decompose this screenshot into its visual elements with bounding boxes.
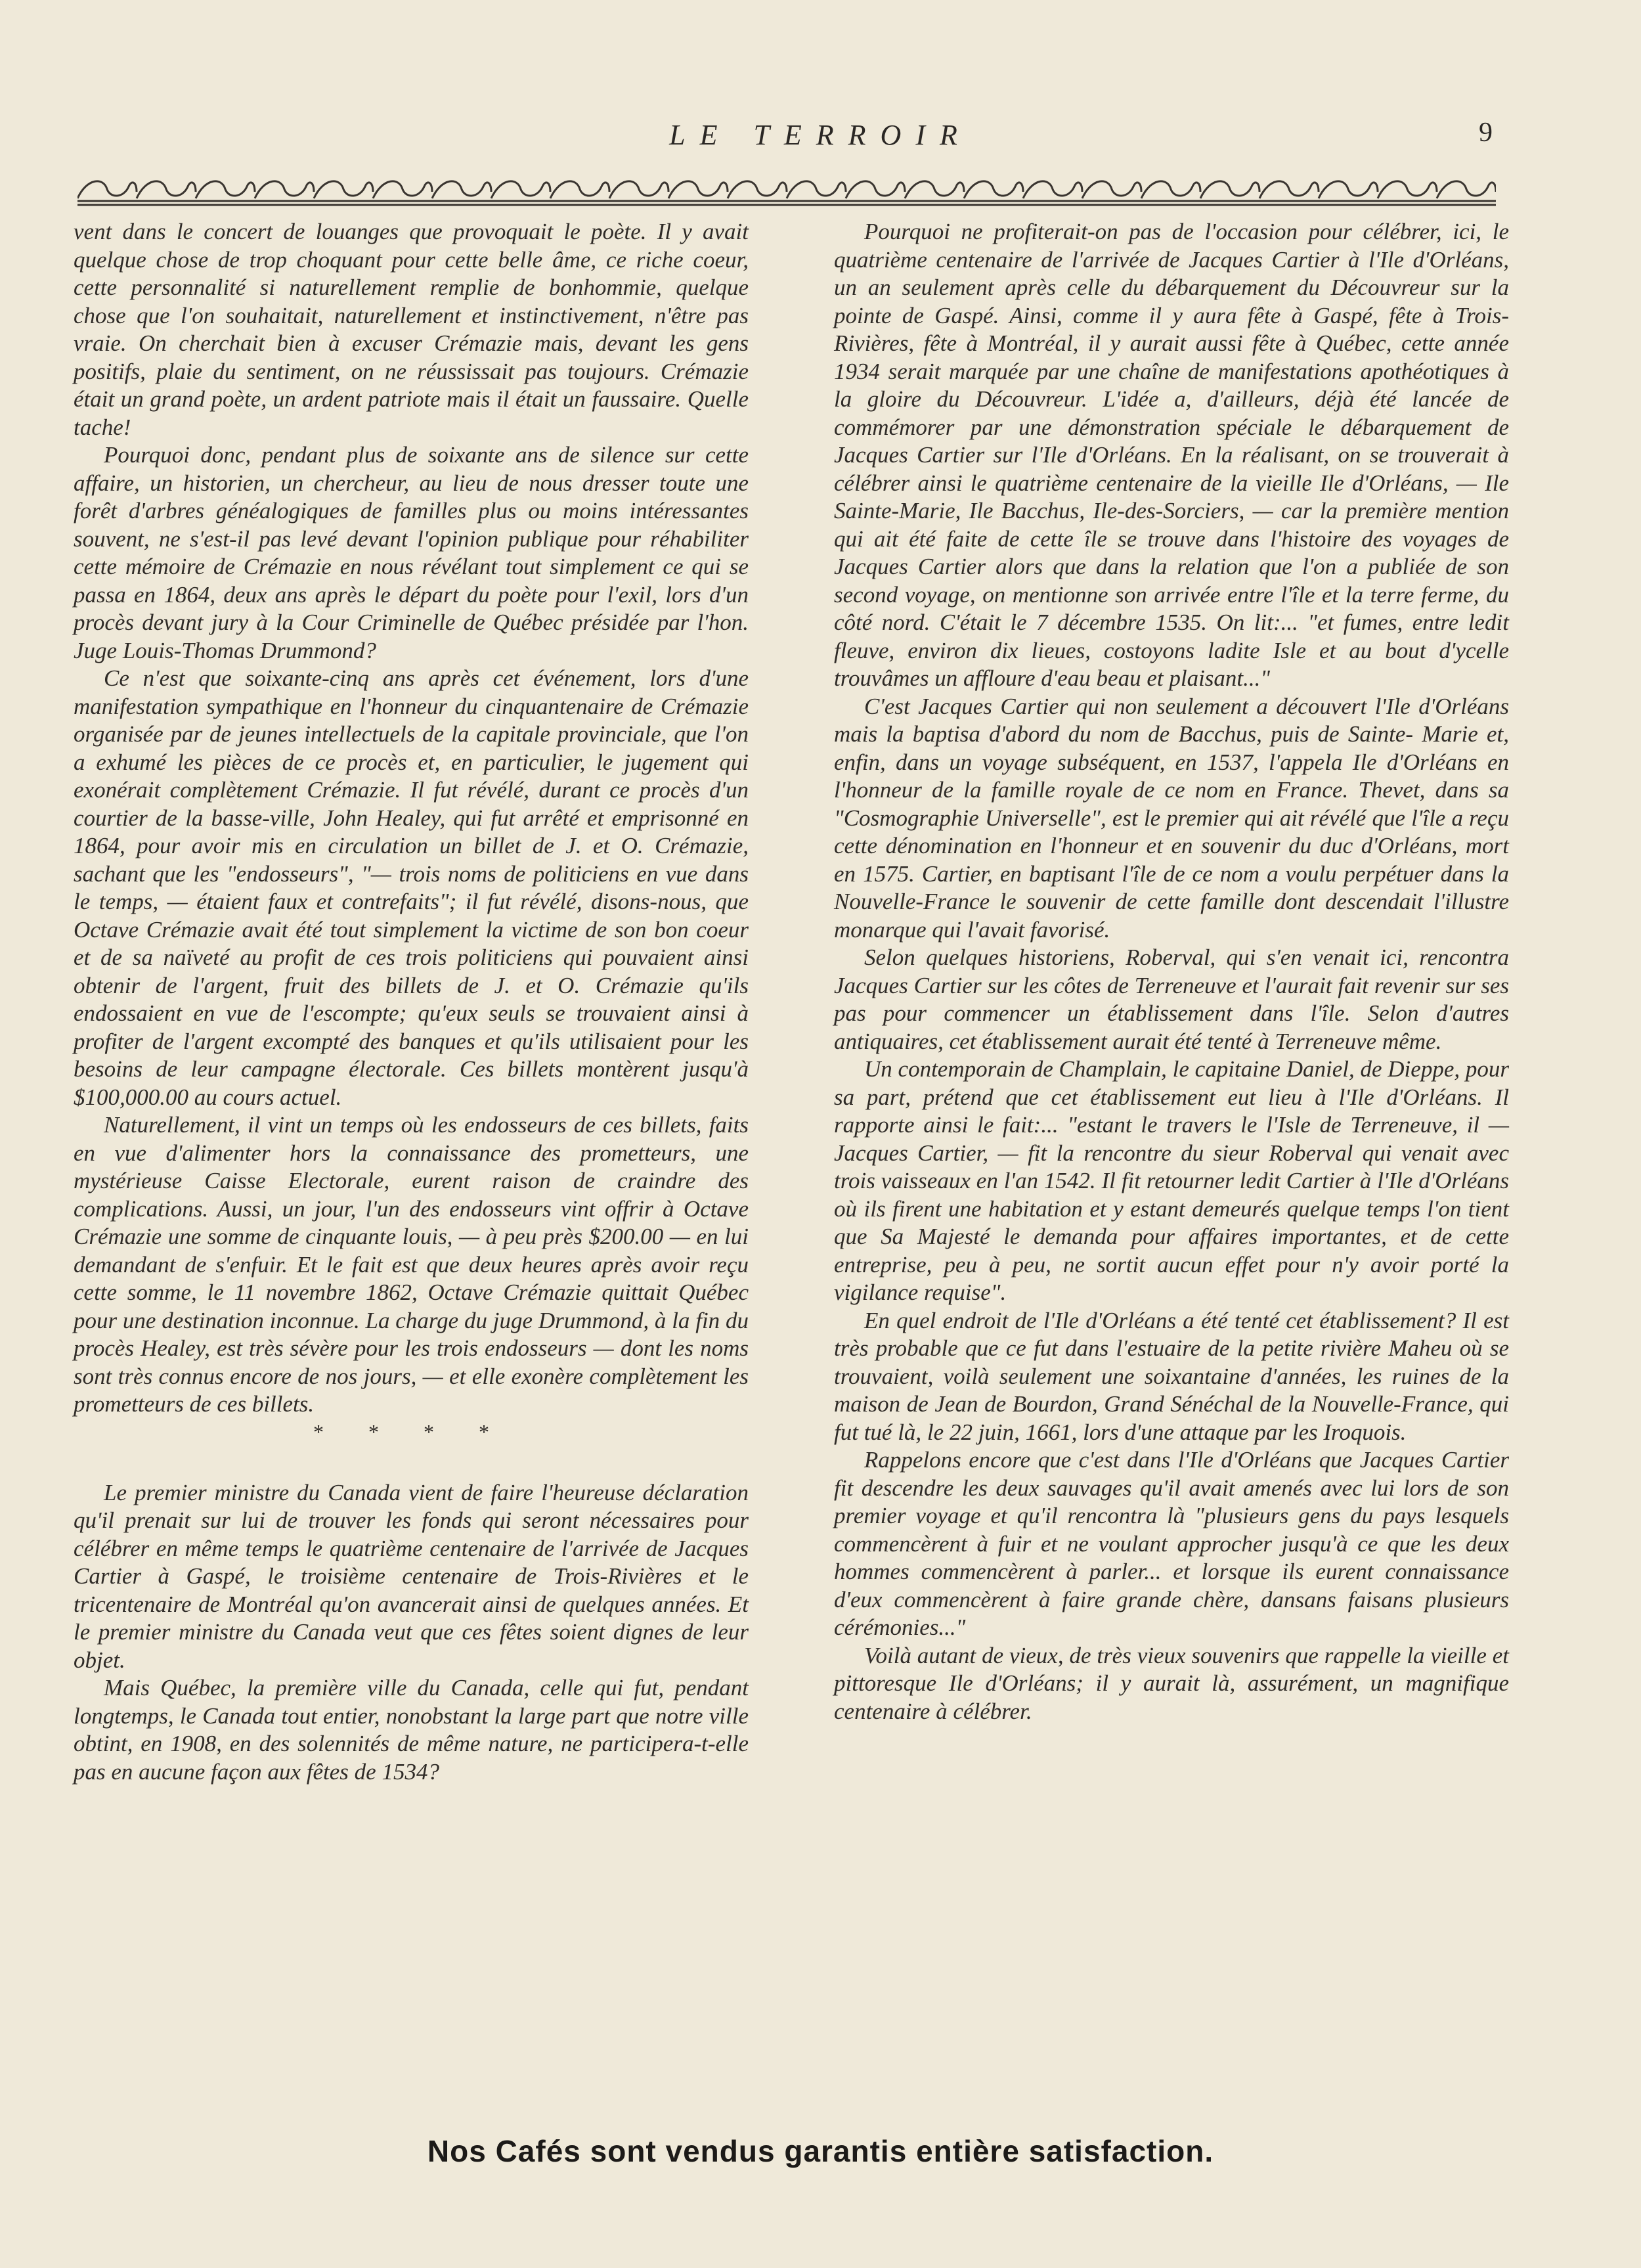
paragraph: Selon quelques historiens, Roberval, qui s'en venait ici, rencontra Jacques Cartier sur les côtes de Terreneuve et l'aurait fait revenir sur ses pas pour commencer un établissement dans l'île. Selon d'autres antiquaires, cet établissement aurait été tenté à Terreneuve même. [834,945,1509,1054]
ornament-scroll [373,181,432,198]
ornament-scroll [1023,181,1082,198]
paragraph: Voilà autant de vieux, de très vieux souvenirs que rappelle la vieille et pittoresque Ile d'Orléans; il y aurait là, assurément, un magnifique centenaire à célébrer. [834,1642,1509,1724]
section-separator: * * * * [313,1419,509,1444]
ornament-scroll [137,181,196,198]
ornament-scroll [846,181,905,198]
ornament-scroll [964,181,1023,198]
paragraph: Pourquoi ne profiterait-on pas de l'occasion pour célébrer, ici, le quatrième centenaire de l'arrivée de Jacques Cartier à l'Ile d'Orléans, un an seulement après celle du débarquement du Découvreur sur la pointe de Gaspé. Ainsi, comme il y aura fête à Gaspé, fête à Trois-Rivières, fête à Montréal, il y aurait aussi fête à Québec, cette année 1934 serait marquée par une chaîne de manifestations apothéotiques à la gloire du Découvreur. L'idée a, d'ailleurs, déjà été lancée de commémorer par une démonstration spéciale le débarquement de Jacques Cartier sur l'Ile d'Orléans. En la réalisant, on se trouverait à célébrer ainsi le quatrième centenaire de la vieille Ile d'Orléans, — Ile Sainte-Marie, Ile Bacchus, Ile-des-Sorciers, — car la première mention qui ait été faite de cette île se trouve dans l'histoire des voyages de Jacques Cartier alors que dans la relation que l'on a publiée de son second voyage, on mentionne son arrivée entre l'île et la terre ferme, du côté nord. C'était le 7 décembre 1535. On lit:... "et fumes, entre ledit fleuve, environ dix lieues, costoyons ladite Isle et au bout d'ycelle trouvâmes un affloure d'eau beau et plaisant..." [834,219,1509,691]
ornament-scroll [728,181,787,198]
ornament-scroll [1378,181,1437,198]
page-number: 9 [1479,118,1493,148]
paragraph: vent dans le concert de louanges que provoquait le poète. Il y avait quelque chose de trop choquant pour cette belle âme, ce riche coeur, cette personnalité si naturellement remplie de bonhommie, quelque chose que l'on souhaitait, naturellement et instinctivement, n'être pas vraie. On cherchait bien à excuser Crémazie mais, devant les gens positifs, plaie du sentiment, on ne réussissait pas toujours. Crémazie était un grand poète, un ardent patriote mais il était un faussaire. Quelle tache! [74,219,749,440]
left-column [74,218,749,1786]
paragraph: Pourquoi donc, pendant plus de soixante ans de silence sur cette affaire, un historien, un chercheur, au lieu de nous dresser toute une forêt d'arbres généalogiques de familles plus ou moins intéressantes souvent, ne s'est-il pas levé devant l'opinion publique pour réhabiliter cette mémoire de Crémazie en nous révélant tout simplement ce qui se passa en 1864, deux ans après le départ du poète pour l'exil, lors d'un procès devant jury à la Cour Criminelle de Québec présidée par l'hon. Juge Louis-Thomas Drummond? [74,442,749,663]
advertisement-footer: Nos Cafés sont vendus garantis entière satisfaction. [427,2134,1214,2168]
ornament-scroll [609,181,668,198]
ornament-scroll [77,181,137,198]
ornament-scroll [1082,181,1141,198]
ornament-scroll [432,181,491,198]
paragraph: Ce n'est que soixante-cinq ans après cet événement, lors d'une manifestation sympathique en l'honneur du cinquantenaire de Crémazie organisée par de jeunes intellectuels de la capitale provinciale, que l'on a exhumé les pièces de ce procès et, en particulier, le jugement qui exonérait complètement Crémazie. Il fut révélé, durant ce procès d'un courtier de la basse-ville, John Healey, qui fut arrêté et emprisonné en 1864, pour avoir mis en circulation un billet de J. et O. Crémazie, sachant que les "endosseurs", "— trois noms de politiciens en vue dans le temps, — étaient faux et contrefaits"; il fut révélé, disons-nous, que Octave Crémazie avait été tout simplement la victime de son bon coeur et de sa naïveté au profit de ces trois politiciens qui pouvaient ainsi obtenir de l'argent, fruit des billets de J. et O. Crémazie qu'ils endossaient en vue de l'escompte; qu'eux seuls se trouvaient ainsi à profiter de l'argent excompté des banques et qu'ils utilisaient pour les besoins de leur campagne électorale. Ces billets montèrent jusqu'à $100,000.00 au cours actuel. [74,665,749,1110]
ornament-scroll [905,181,964,198]
ornament-scroll [550,181,609,198]
ornament-scroll [491,181,550,198]
paragraph: Un contemporain de Champlain, le capitaine Daniel, de Dieppe, pour sa part, prétend que cet établissement eut lieu à l'Ile d'Orléans. Il rapporte ainsi le fait:... "estant le travers le l'Isle de Terreneuve, il — Jacques Cartier, — fit la rencontre du sieur Roberval qui venait avec trois vaisseaux en l'an 1542. Il fit retourner ledit Cartier à l'Ile d'Orléans où ils firent une habitation et y estant demeurés quelque temps l'on tient que Sa Majesté le demanda pour affaires importantes, et de cette entreprise, peu à peu, ne sortit aucun effet pour n'y avoir porté la vigilance requise". [834,1056,1509,1305]
paragraph: C'est Jacques Cartier qui non seulement a découvert l'Ile d'Orléans mais la baptisa d'abord du nom de Bacchus, puis de Sainte- Marie et, enfin, dans un voyage subséquent, en 1537, l'appela Ile d'Orléans en l'honneur de la famille royale de ce nom en France. Thevet, dans sa "Cosmographie Universelle", est le premier qui ait révélé que l'île a reçu cette dénomination en l'honneur et en souvenir du duc d'Orléans, mort en 1575. Cartier, en baptisant l'île de ce nom a voulu perpétuer dans la Nouvelle-France le souvenir de cette famille dont descendait l'illustre monarque qui l'avait favorisé. [834,693,1509,943]
running-head-title: LE TERROIR [669,119,972,151]
ornament-scroll [1141,181,1200,198]
right-column [834,218,1509,1725]
paragraph: Naturellement, il vint un temps où les endosseurs de ces billets, faits en vue d'alimenter hors la connaissance des prometteurs, une mystérieuse Caisse Electorale, eurent raison de craindre des complications. Aussi, un jour, l'un des endosseurs vint offrir à Octave Crémazie une somme de cinquante louis, — à peu près $200.00 — en lui demandant de s'enfuir. Et le fait est que deux heures après avoir reçu cette somme, le 11 novembre 1862, Octave Crémazie quittait Québec pour une destination inconnue. La charge du juge Drummond, à la fin du procès Healey, est très sévère pour les trois endosseurs — dont les noms sont très connus encore de nos jours, — et elle exonère complètement les prometteurs de ces billets. [74,1112,749,1417]
paragraph: Le premier ministre du Canada vient de faire l'heureuse déclaration qu'il prenait sur lui de trouver les fonds qui seront nécessaires pour célébrer en même temps le quatrième centenaire de l'arrivée de Jacques Cartier à Gaspé, le troisième centenaire de Trois-Rivières et le tricentenaire de Montréal qu'on avancerait ainsi de quelques années. Et le premier ministre du Canada veut que ces fêtes soient dignes de leur objet. [74,1479,749,1673]
ornament-scroll [787,181,846,198]
ornament-scroll [668,181,728,198]
paragraph: En quel endroit de l'Ile d'Orléans a été tenté cet établissement? Il est très probable que ce fut dans l'estuaire de la petite rivière Maheu où se trouvaient, voilà seulement une soixantaine d'années, les ruines de la maison de Jean de Bourdon, Grand Sénéchal de la Nouvelle-France, qui fut tué là, le 22 juin, 1661, lors d'une attaque par les Iroquois. [834,1307,1509,1445]
ornament-scroll [196,181,255,198]
ornament-scroll [1259,181,1319,198]
ornament-scroll [1319,181,1378,198]
paragraph: Mais Québec, la première ville du Canada, celle qui fut, pendant longtemps, le Canada tout entier, nonobstant la large part que notre ville obtint, en 1908, en des solennités de même nature, ne participera-t-elle pas en aucune façon aux fêtes de 1534? [74,1675,749,1785]
ornament-scroll [255,181,314,198]
ornament-scroll [1200,181,1259,198]
decorative-border-ornament [77,172,1496,210]
paragraph: Rappelons encore que c'est dans l'Ile d'Orléans que Jacques Cartier fit descendre les deux sauvages qu'il avait amenés avec lui lors de son premier voyage et qu'il rencontra là "plusieurs gens du pays lesquels commencèrent à fuir et ne voulant approcher jusqu'à ce que les deux hommes commencèrent à parler... et lorsque ils eurent connaissance d'eux commencèrent à faire grande chère, dansans faisans plusieurs cérémonies..." [834,1447,1509,1640]
ornament-scroll [1437,181,1496,198]
ornament-baseline [77,201,1496,205]
ornament-scroll [314,181,373,198]
